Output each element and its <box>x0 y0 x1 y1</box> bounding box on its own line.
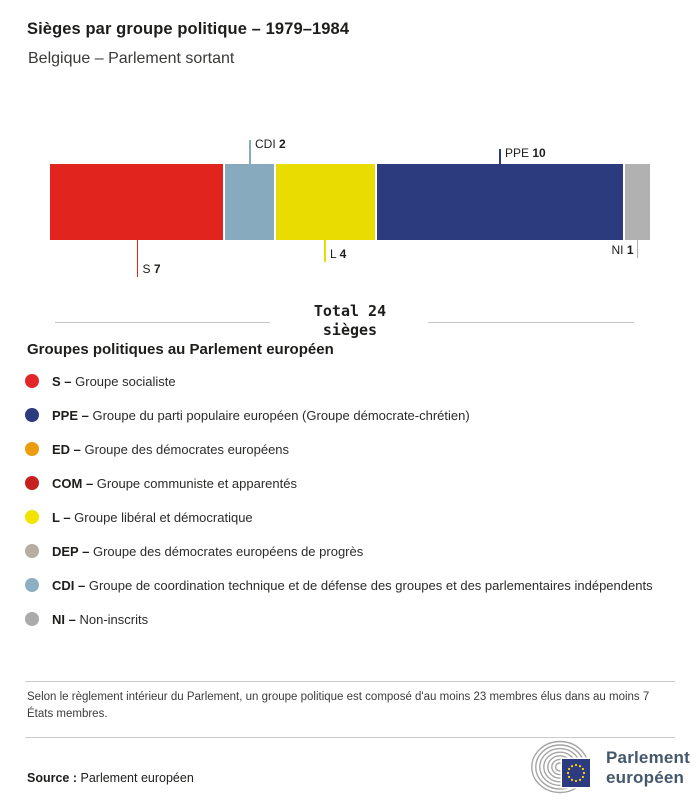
source-line <box>27 771 194 785</box>
eu-flag-icon <box>562 759 590 787</box>
legend-label-dep: DEP – Groupe des démocrates européens de progrès <box>52 544 364 559</box>
eu-parliament-hemicycle-icon <box>531 740 597 796</box>
bar-label-cdi: CDI 2 <box>255 137 286 151</box>
bar-segment-ni <box>625 164 650 240</box>
stacked-bar <box>50 164 650 240</box>
bar-segment-l <box>276 164 375 240</box>
bar-label-ni: NI 1 <box>611 243 634 257</box>
footer-divider-top <box>25 681 675 682</box>
legend-label-s: S – Groupe socialiste <box>52 374 176 389</box>
legend-label-cdi: CDI – Groupe de coordination technique et de défense des groupes et des parlementaires indépendents <box>52 578 653 593</box>
seats-chart <box>0 0 700 300</box>
bar-label-s: S 7 <box>142 262 161 276</box>
legend-item-com <box>25 473 673 494</box>
bar-segment-cdi <box>225 164 274 240</box>
legend-item-l <box>25 507 673 528</box>
bar-segment-s <box>50 164 223 240</box>
legend-item-dep <box>25 541 673 562</box>
footer-divider-bottom <box>25 737 675 738</box>
legend-heading: Groupes politiques au Parlement européen <box>27 341 334 358</box>
legend-item-cdi <box>25 575 673 596</box>
callout-line-ppe <box>499 149 501 164</box>
legend-item-ed <box>25 439 673 460</box>
page-subtitle: Belgique – Parlement sortant <box>28 50 235 67</box>
legend-label-ni: NI – Non-inscrits <box>52 612 149 627</box>
total-seats-label: Total 24 sièges <box>313 302 387 339</box>
legend-label-ppe: PPE – Groupe du parti populaire européen (Groupe démocrate-chrétien) <box>52 408 470 423</box>
bar-segment-ppe <box>377 164 624 240</box>
callout-line-l <box>324 240 326 262</box>
callout-line-ni <box>637 240 639 258</box>
legend-item-s <box>25 371 673 392</box>
legend-dot-dep <box>25 544 39 558</box>
callout-line-cdi <box>249 140 251 164</box>
legend-dot-cdi <box>25 578 39 592</box>
footnote-text: Selon le règlement intérieur du Parlement, un groupe politique est composé d'au moins 23 membres élus dans au moins 7 États membres. <box>27 691 650 720</box>
legend-dot-ed <box>25 442 39 456</box>
eu-parliament-logo <box>531 740 690 796</box>
legend-item-ni <box>25 609 673 630</box>
page-title: Sièges par groupe politique – 1979–1984 <box>27 20 350 38</box>
source-value: Parlement européen <box>80 771 194 785</box>
legend-dot-s <box>25 374 39 388</box>
legend-label-l: L – Groupe libéral et démocratique <box>52 510 253 525</box>
legend-label-com: COM – Groupe communiste et apparentés <box>52 476 297 491</box>
legend-dot-ppe <box>25 408 39 422</box>
source-label: Source : <box>27 771 78 785</box>
callout-line-s <box>137 240 139 277</box>
legend-item-ppe <box>25 405 673 426</box>
legend-list <box>25 371 673 643</box>
legend-dot-ni <box>25 612 39 626</box>
bar-label-l: L 4 <box>330 247 347 261</box>
legend-dot-l <box>25 510 39 524</box>
legend-label-ed: ED – Groupe des démocrates européens <box>52 442 290 457</box>
legend-dot-com <box>25 476 39 490</box>
bar-label-ppe: PPE 10 <box>505 146 546 160</box>
logo-wordmark: Parlement européen <box>606 748 691 787</box>
